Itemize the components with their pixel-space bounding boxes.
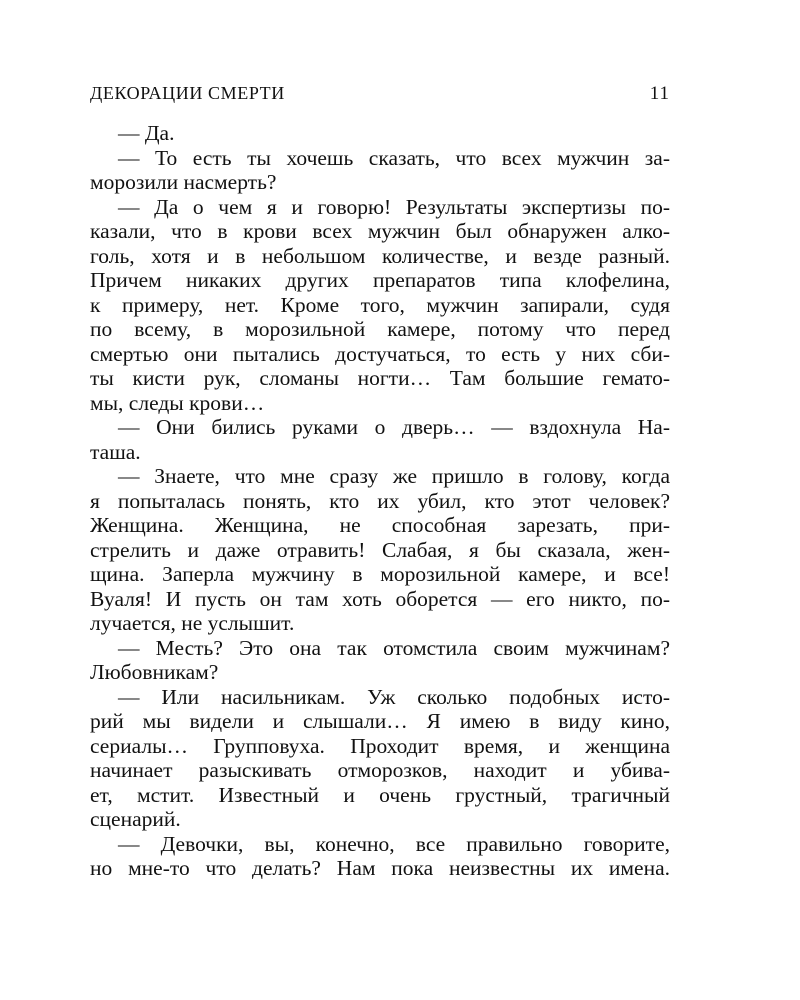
text-line: но мне-то что делать? Нам пока неизвестны их имена. <box>90 856 670 880</box>
text-line: — Месть? Это она так отомстила своим мужчинам? <box>118 635 670 660</box>
text-line: стрелить и даже отравить! Слабая, я бы сказала, жен- <box>90 537 670 562</box>
running-header <box>90 83 670 109</box>
text-line: казали, что в крови всех мужчин был обнаружен алко- <box>90 219 670 243</box>
text-line: Женщина. Женщина, не способная зарезать, при- <box>90 513 670 537</box>
text-line: ет, мстит. Известный и очень грустный, трагичный <box>90 782 670 807</box>
running-title: ДЕКОРАЦИИ СМЕРТИ <box>90 83 285 103</box>
text-line: — Знаете, что мне сразу же пришло в голову, когда <box>118 464 670 488</box>
text-line: — Да о чем я и говорю! Результаты экспертизы по- <box>118 194 670 219</box>
text-line: мы, следы крови… <box>90 390 265 415</box>
page-number: 11 <box>649 83 670 104</box>
text-line: — Они бились руками о дверь… — вздохнула На- <box>118 415 670 439</box>
text-line: — Да. <box>118 121 175 145</box>
text-line: таша. <box>90 439 141 464</box>
text-line: Любовникам? <box>90 660 219 684</box>
text-line: сценарий. <box>90 807 181 831</box>
text-line: Причем никаких других препаратов типа клофелина, <box>90 268 670 292</box>
text-line: рий мы видели и слышали… Я имею в виду кино, <box>90 709 670 733</box>
text-line: я попыталась понять, кто их убил, кто этот человек? <box>90 488 670 513</box>
text-line: Вуаля! И пусть он там хоть оборется — его никто, по- <box>90 586 670 611</box>
text-line: морозили насмерть? <box>90 170 277 194</box>
body-text <box>90 121 670 881</box>
text-line: — Или насильникам. Уж сколько подобных исто- <box>118 684 670 709</box>
text-line: к примеру, нет. Кроме того, мужчин запирали, судя <box>90 292 670 317</box>
text-line: лучается, не услышит. <box>90 611 295 635</box>
text-line: — То есть ты хочешь сказать, что всех мужчин за- <box>118 145 670 170</box>
text-line: щина. Заперла мужчину в морозильной камере, и все! <box>90 562 670 586</box>
text-line: по всему, в морозильной камере, потому что перед <box>90 317 670 341</box>
text-line: смертью они пытались достучаться, то есть у них сби- <box>90 341 670 366</box>
text-line: — Девочки, вы, конечно, все правильно говорите, <box>118 831 670 856</box>
text-line: ты кисти рук, сломаны ногти… Там большие гемато- <box>90 366 670 390</box>
text-line: сериалы… Групповуха. Проходит время, и женщина <box>90 733 670 758</box>
text-line: голь, хотя и в небольшом количестве, и везде разный. <box>90 243 670 268</box>
text-line: начинает разыскивать отморозков, находит и убива- <box>90 758 670 782</box>
